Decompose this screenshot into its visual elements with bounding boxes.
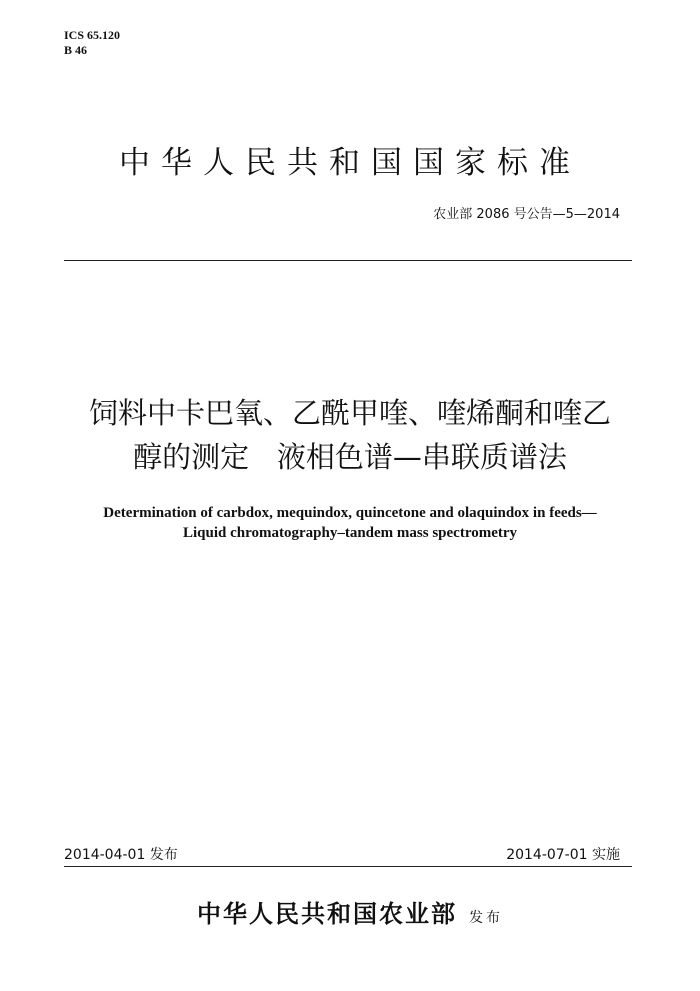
ccs-code: B 46 — [64, 43, 88, 57]
issue-date: 2014-04-01 发布 — [64, 847, 178, 863]
classification-codes — [64, 28, 120, 58]
standard-title: 中华人民共和国国家标准 — [119, 145, 581, 181]
bottom-divider — [64, 866, 632, 867]
issuer-suffix: 发布 — [469, 910, 503, 926]
chinese-title-line-2: 醇的测定 液相色谱—串联质谱法 — [133, 440, 567, 474]
english-title-line-1: Determination of carbdox, mequindox, quincetone and olaquindox in feeds— — [103, 505, 597, 521]
standard-number: 农业部 2086 号公告—5—2014 — [433, 207, 620, 222]
top-divider — [64, 260, 632, 261]
ics-code: ICS 65.120 — [64, 28, 121, 42]
issuing-authority — [0, 898, 700, 934]
implementation-date: 2014-07-01 实施 — [506, 847, 620, 863]
english-document-title — [0, 503, 700, 543]
chinese-title-line-1: 饲料中卡巴氧、乙酰甲喹、喹烯酮和喹乙 — [88, 396, 611, 430]
issuer-name: 中华人民共和国农业部 — [197, 899, 457, 928]
chinese-document-title — [0, 391, 700, 479]
english-title-line-2: Liquid chromatography–tandem mass spectrometry — [182, 525, 518, 541]
